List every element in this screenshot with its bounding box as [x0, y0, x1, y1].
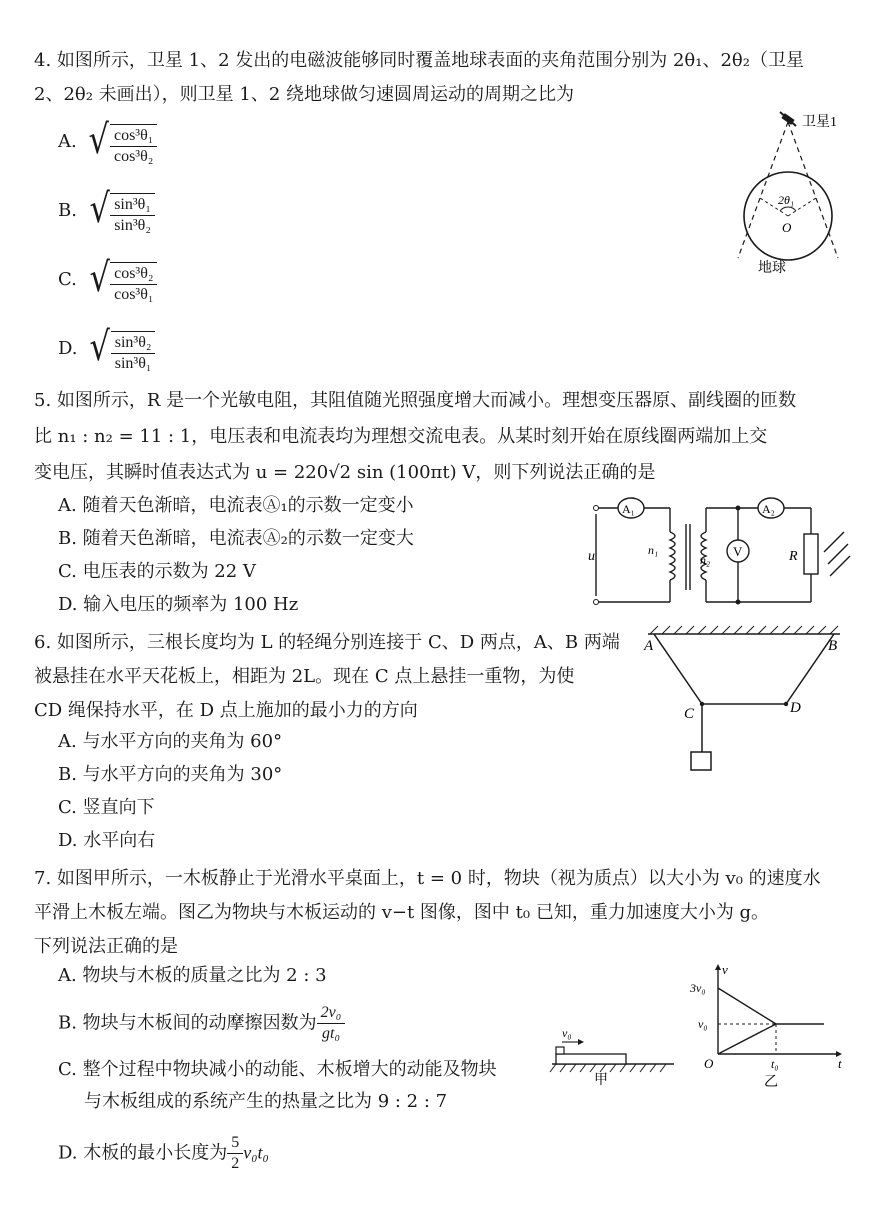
q5-option-c: C. 电压表的示数为 22 V	[58, 561, 256, 582]
secondary-turns-label: n₂	[700, 553, 711, 567]
q4-d-denominator: sin³θ₁	[114, 355, 152, 372]
q6-option-c: C. 竖直向下	[58, 797, 155, 818]
center-label: O	[782, 220, 792, 235]
board-velocity-line	[718, 1024, 776, 1054]
q7-line-2: 平滑上木板左端。图乙为物块与木板运动的 v−t 图像，图中 t₀ 已知，重力加速度大小为 g。	[34, 902, 770, 923]
jia-caption: 甲	[594, 1073, 608, 1086]
small-block	[556, 1047, 564, 1054]
svg-text:V: V	[733, 544, 743, 559]
q5-option-b: B. 随着天色渐暗，电流表Ⓐ₂的示数一定变大	[58, 528, 414, 549]
q7-d-numerator: 5	[227, 1134, 243, 1154]
q7-line-3: 下列说法正确的是	[34, 936, 178, 957]
point-a-label: A	[644, 638, 654, 654]
q7-b-denominator: gt₀	[322, 1025, 341, 1042]
point-b-label: B	[828, 638, 838, 654]
question-6-stem	[34, 626, 644, 728]
q4-a-denominator: cos³θ₂	[113, 148, 154, 165]
q4-option-d: D. √ $\frac{\text{sin³θ₂}}{\text{sin³θ₁}}$	[58, 325, 155, 373]
q6-line-2: 被悬挂在水平天花板上，相距为 2L。现在 C 点上悬挂一重物，为使	[34, 666, 575, 687]
ammeter-a1	[618, 498, 644, 518]
q7-option-b: B. 物块与木板间的动摩擦因数为 $\frac{\text{2v₀}}{\text{gt₀}}$	[58, 1004, 345, 1043]
q7-figure-yi-vt-graph	[688, 962, 848, 1092]
q7-option-c-line2: 与木板组成的系统产生的热量之比为 9 : 2 : 7	[84, 1091, 448, 1112]
q7-b-numerator: 2v₀	[317, 1004, 346, 1024]
ammeter-a2	[758, 498, 784, 518]
point-d-label: D	[790, 700, 801, 716]
rope-ac	[654, 634, 702, 704]
q4-line-1: 4. 如图所示，卫星 1、2 发出的电磁波能够同时覆盖地球表面的夹角范围分别为 2θ₁、2θ₂（卫星	[34, 50, 804, 71]
earth-label: 地球	[758, 261, 786, 276]
q5-line-2: 比 n₁ : n₂ = 11 : 1，电压表和电流表均为理想交流电表。从某时刻开始在原线圈两端加上交	[34, 426, 768, 447]
q6-option-d: D. 水平向右	[58, 830, 156, 851]
v0-label: v₀	[562, 1026, 572, 1040]
v-axis-label: v	[722, 962, 728, 977]
svg-text:A₂: A₂	[762, 502, 775, 516]
wooden-board	[556, 1054, 626, 1064]
satellite-left-ray	[738, 122, 788, 258]
q4-option-b: B. √ $\frac{\text{sin³θ₁}}{\text{sin³θ₂}}$	[58, 187, 155, 235]
question-4-stem	[34, 44, 844, 112]
q7-figure-jia	[548, 1020, 678, 1086]
table-hatch	[550, 1064, 666, 1072]
q6-option-a: A. 与水平方向的夹角为 60°	[58, 731, 283, 752]
origin-label: O	[704, 1056, 714, 1071]
t-axis-label: t	[838, 1056, 842, 1071]
q4-option-c: C. √ $\frac{\text{cos³θ₂}}{\text{cos³θ₁}}$	[58, 256, 157, 304]
point-c-label: C	[684, 706, 695, 722]
3v0-tick: 3v₀	[690, 981, 706, 995]
q6-rope-figure	[640, 624, 850, 780]
hanging-weight	[691, 752, 711, 770]
voltage-label-u: u	[588, 549, 595, 564]
voltmeter	[727, 540, 749, 562]
satellite-icon	[780, 112, 796, 126]
q4-c-denominator: cos³θ₁	[114, 286, 154, 303]
q4-b-numerator: sin³θ₁	[110, 196, 155, 216]
q6-line-3: CD 绳保持水平，在 D 点上施加的最小力的方向	[34, 700, 418, 721]
q5-option-d: D. 输入电压的频率为 100 Hz	[58, 594, 299, 615]
q4-earth-satellite-figure	[720, 108, 860, 278]
q4-b-denominator: sin³θ₂	[114, 217, 151, 234]
yi-caption: 乙	[764, 1075, 778, 1090]
angle-label: 2θ₁	[778, 193, 795, 207]
ceiling-hatch	[650, 626, 838, 634]
v0-tick: v₀	[698, 1017, 708, 1031]
q7-line-1: 7. 如图甲所示，一木板静止于光滑水平桌面上，t = 0 时，物块（视为质点）以大小为 v₀ 的速度水	[34, 868, 821, 889]
satellite-label: 卫星1	[802, 115, 837, 130]
resistor-label: R	[789, 549, 798, 564]
primary-turns-label: n₁	[648, 543, 659, 557]
q6-option-b: B. 与水平方向的夹角为 30°	[58, 764, 283, 785]
t0-tick: t₀	[771, 1057, 779, 1071]
satellite-right-ray	[788, 122, 838, 258]
angle-arc	[780, 207, 796, 211]
q7-d-denominator: 2	[231, 1155, 240, 1172]
q5-line-3: 变电压，其瞬时值表达式为 u = 220√2 sin (100πt) V，则下列说法正确的是	[34, 462, 656, 483]
rope-db	[786, 634, 834, 704]
q5-transformer-circuit	[586, 490, 856, 610]
question-7-stem	[34, 862, 844, 964]
q7-option-c-line1: C. 整个过程中物块减小的动能、木板增大的动能及物块	[58, 1059, 497, 1080]
q4-a-numerator: cos³θ₁	[110, 127, 157, 147]
question-5-stem	[34, 384, 844, 490]
q4-c-numerator: cos³θ₂	[110, 265, 157, 285]
q7-option-d: D. 木板的最小长度为 $\frac{5}{2}$ v₀t₀	[58, 1134, 269, 1172]
q4-line-2: 2、2θ₂ 未画出），则卫星 1、2 绕地球做匀速圆周运动的周期之比为	[34, 84, 575, 105]
q5-line-1: 5. 如图所示，R 是一个光敏电阻，其阻值随光照强度增大而减小。理想变压器原、副线圈的匝数	[34, 390, 797, 411]
svg-text:A₁: A₁	[622, 502, 635, 516]
q5-option-a: A. 随着天色渐暗，电流表Ⓐ₁的示数一定变小	[58, 495, 414, 516]
block-velocity-line	[718, 988, 776, 1024]
q6-line-1: 6. 如图所示，三根长度均为 L 的轻绳分别连接于 C、D 两点，A、B 两端	[34, 632, 620, 653]
q4-d-numerator: sin³θ₂	[111, 334, 156, 354]
q4-option-a: A. √ $\frac{\text{cos³θ₁}}{\text{cos³θ₂}}$	[58, 118, 157, 166]
q7-option-a: A. 物块与木板的质量之比为 2 : 3	[58, 965, 327, 986]
